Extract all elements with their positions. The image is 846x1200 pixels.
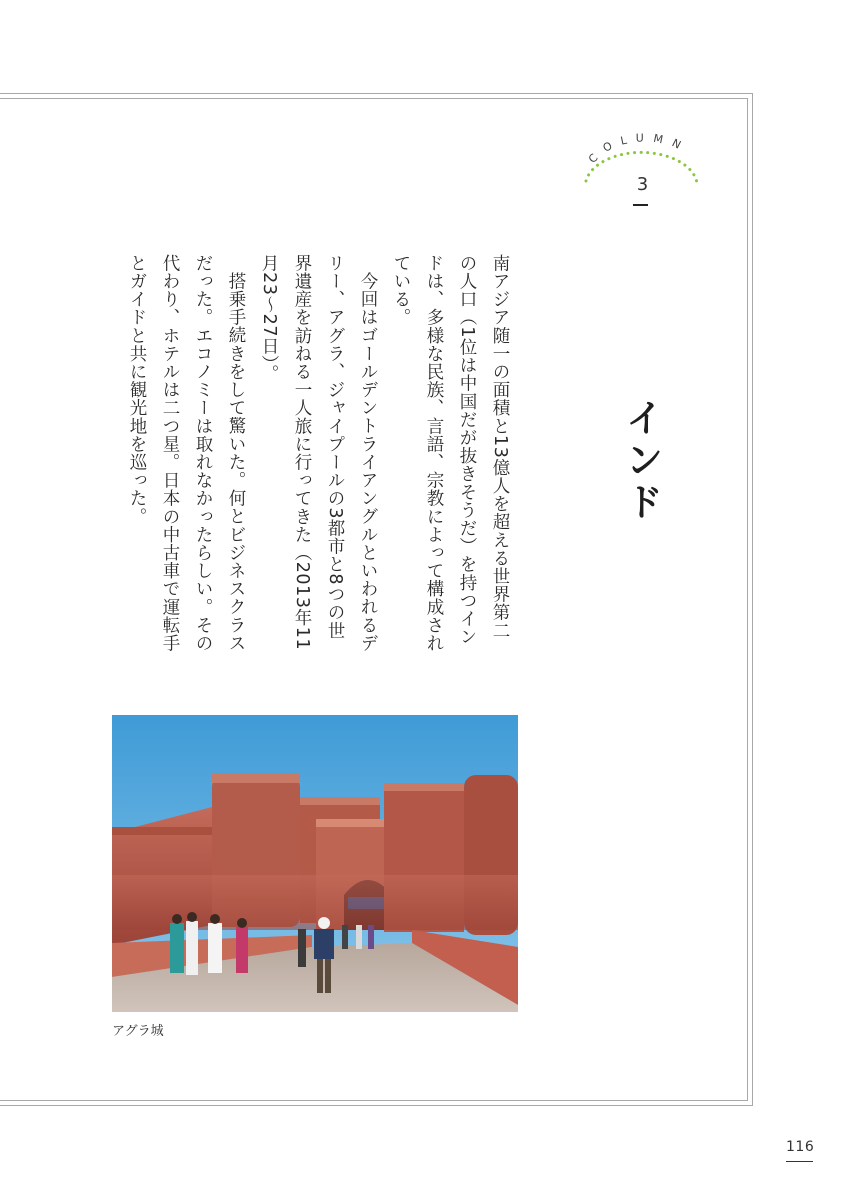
article-title: インド [619, 398, 663, 524]
column-number: 3 [636, 174, 649, 195]
column-number-underline [633, 204, 648, 206]
column-label: COLUMN [586, 131, 692, 166]
page-number: 116 [786, 1139, 815, 1155]
agra-fort-photo [112, 715, 518, 1012]
body-paragraph-1: 南アジア随一の面積と13億人を超える世界第二の人口（1位は中国だが抜きそうだ）を持つインドは、多様な民族、言語、宗教によって構成されている。 [391, 254, 510, 653]
page-number-underline [786, 1161, 813, 1162]
column-badge [580, 128, 710, 213]
photo-caption: アグラ城 [112, 1024, 164, 1039]
article-body [120, 254, 516, 654]
body-paragraph-3: 搭乗手続きをして驚いた。何とビジネスクラスだった。エコノミーは取れなかったらしい。その代わり、ホテルは二つ星。日本の中古車で運転手とガイドと共に観光地を巡った。 [127, 254, 246, 653]
body-paragraph-2: 今回はゴールデントライアングルといわれるデリー、アグラ、ジャイプールの3都市と8つの世界遺産を訪ねる一人旅に行ってきた（2013年11月23〜27日）。 [259, 254, 378, 652]
